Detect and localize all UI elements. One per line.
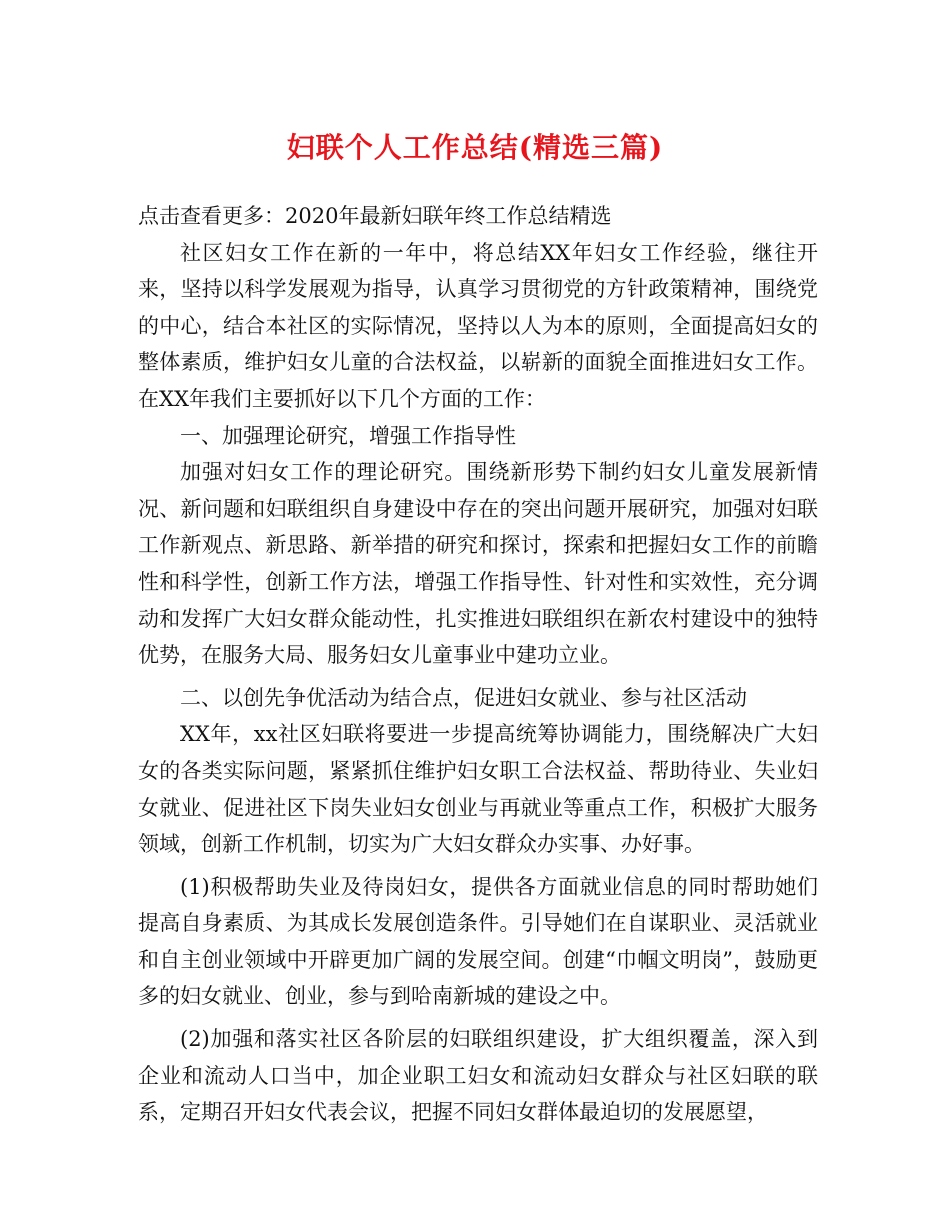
more-link[interactable]: 点击查看更多：2020年最新妇联年终工作总结精选 [138,204,612,228]
document-title: 妇联个人工作总结(精选三篇) [286,131,664,164]
paragraph-employment: XX年，xx社区妇联将要进一步提高统筹协调能力，围绕解决广大妇女的各类实际问题，紧紧抓住维护妇女职工合法权益、帮助待业、失业妇女就业、促进社区下岗失业妇女创业与再就业等重点工作，积极扩大服务领域，创新工作机制，切实为广大妇女群众办实事、办好事。 [138,722,818,857]
paragraph-item-2: (2)加强和落实社区各阶层的妇联组织建设，扩大组织覆盖，深入到企业和流动人口当中，加企业职工妇女和流动妇女群众与社区妇联的联系，定期召开妇女代表会议，把握不同妇女群体最迫切的发展愿望， [138,1027,818,1125]
paragraph-intro: 社区妇女工作在新的一年中，将总结XX年妇女工作经验，继往开来，坚持以科学发展观为指导，认真学习贯彻党的方针政策精神，围绕党的中心，结合本社区的实际情况，坚持以人为本的原则，全面提高妇女的整体素质，维护妇女儿童的合法权益，以崭新的面貌全面推进妇女工作。在XX年我们主要抓好以下几个方面的工作： [138,240,818,411]
section-heading-1: 一、加强理论研究，增强工作指导性 [180,423,516,448]
document-body [138,198,818,1131]
paragraph-theory: 加强对妇女工作的理论研究。围绕新形势下制约妇女儿童发展新情况、新问题和妇联组织自身建设中存在的突出问题开展研究，加强对妇联工作新观点、新思路、新举措的研究和探讨，探索和把握妇女工作的前瞻性和科学性，创新工作方法，增强工作指导性、针对性和实效性，充分调动和发挥广大妇女群众能动性，扎实推进妇联组织在新农村建设中的独特优势，在服务大局、服务妇女儿童事业中建功立业。 [138,460,818,668]
paragraph-item-1: (1)积极帮助失业及待岗妇女，提供各方面就业信息的同时帮助她们提高自身素质、为其成长发展创造条件。引导她们在自谋职业、灵活就业和自主创业领域中开辟更加广阔的发展空间。创建“巾帼文明岗”，鼓励更多的妇女就业、创业，参与到哈南新城的建设之中。 [138,874,818,1009]
section-heading-2: 二、以创先争优活动为结合点，促进妇女就业、参与社区活动 [180,685,747,710]
